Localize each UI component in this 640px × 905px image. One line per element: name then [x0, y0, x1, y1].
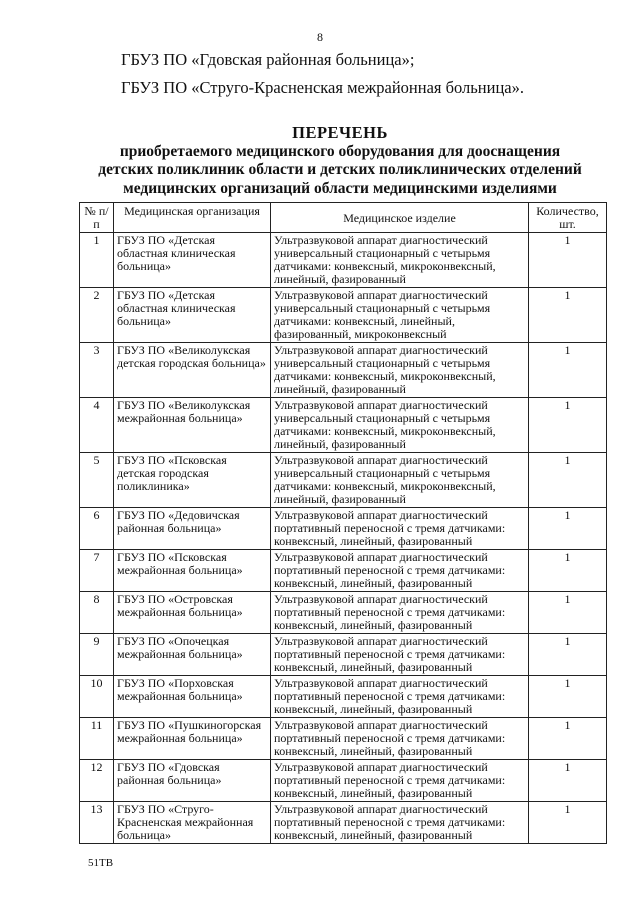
cell-num: 9 — [80, 634, 114, 676]
table-row — [80, 592, 607, 634]
cell-qty: 1 — [529, 233, 607, 288]
table-row — [80, 288, 607, 343]
cell-org: ГБУЗ ПО «Дедовичская районная больница» — [114, 508, 271, 550]
cell-qty: 1 — [529, 288, 607, 343]
title-line-2: детских поликлиник области и детских поликлинических отделений — [98, 161, 582, 178]
title-heading: ПЕРЕЧЕНЬ — [292, 123, 388, 142]
cell-org: ГБУЗ ПО «Детская областная клиническая больница» — [114, 233, 271, 288]
cell-org: ГБУЗ ПО «Порховская межрайонная больница» — [114, 676, 271, 718]
cell-org: ГБУЗ ПО «Струго-Красненская межрайонная больница» — [114, 802, 271, 844]
table-row — [80, 760, 607, 802]
cell-num: 7 — [80, 550, 114, 592]
header-item: Медицинское изделие — [271, 203, 529, 233]
cell-item: Ультразвуковой аппарат диагностический универсальный стационарный с четырьмя датчиками: конвексный, линейный, фазированный, микроконвексный — [271, 288, 529, 343]
table-row — [80, 233, 607, 288]
title-line-1: приобретаемого медицинского оборудования для дооснащения — [119, 142, 561, 160]
cell-org: ГБУЗ ПО «Островская межрайонная больница» — [114, 592, 271, 634]
header-num: № п/п — [80, 203, 114, 233]
cell-item: Ультразвуковой аппарат диагностический универсальный стационарный с четырьмя датчиками: конвексный, микроконвексный, линейный, фазированный — [271, 398, 529, 453]
cell-org: ГБУЗ ПО «Гдовская районная больница» — [114, 760, 271, 802]
cell-item: Ультразвуковой аппарат диагностический универсальный стационарный с четырьмя датчиками: конвексный, микроконвексный, линейный, фазированный — [271, 233, 529, 288]
cell-org: ГБУЗ ПО «Великолукская межрайонная больница» — [114, 398, 271, 453]
cell-item: Ультразвуковой аппарат диагностический портативный переносной с тремя датчиками: конвексный, линейный, фазированный — [271, 592, 529, 634]
cell-num: 3 — [80, 343, 114, 398]
table-row — [80, 508, 607, 550]
table-row — [80, 453, 607, 508]
cell-num: 11 — [80, 718, 114, 760]
intro-line-1: ГБУЗ ПО «Гдовская районная больница»; — [121, 50, 415, 69]
cell-item: Ультразвуковой аппарат диагностический портативный переносной с тремя датчиками: конвексный, линейный, фазированный — [271, 802, 529, 844]
cell-qty: 1 — [529, 760, 607, 802]
table-row — [80, 718, 607, 760]
cell-org: ГБУЗ ПО «Детская областная клиническая больница» — [114, 288, 271, 343]
cell-num: 2 — [80, 288, 114, 343]
cell-org: ГБУЗ ПО «Великолукская детская городская больница» — [114, 343, 271, 398]
cell-qty: 1 — [529, 508, 607, 550]
table-header-row — [80, 203, 607, 233]
cell-qty: 1 — [529, 398, 607, 453]
cell-qty: 1 — [529, 550, 607, 592]
cell-qty: 1 — [529, 592, 607, 634]
header-qty: Количество, шт. — [529, 203, 607, 233]
cell-num: 12 — [80, 760, 114, 802]
cell-item: Ультразвуковой аппарат диагностический портативный переносной с тремя датчиками: конвексный, линейный, фазированный — [271, 760, 529, 802]
intro-line-2: ГБУЗ ПО «Струго-Красненская межрайонная больница». — [121, 78, 524, 97]
cell-org: ГБУЗ ПО «Пушкиногорская межрайонная больница» — [114, 718, 271, 760]
cell-qty: 1 — [529, 453, 607, 508]
table-body — [80, 233, 607, 844]
cell-qty: 1 — [529, 343, 607, 398]
intro-text — [121, 46, 524, 102]
table-row — [80, 802, 607, 844]
cell-item: Ультразвуковой аппарат диагностический универсальный стационарный с четырьмя датчиками: конвексный, микроконвексный, линейный, фазированный — [271, 453, 529, 508]
cell-org: ГБУЗ ПО «Псковская детская городская поликлиника» — [114, 453, 271, 508]
cell-item: Ультразвуковой аппарат диагностический портативный переносной с тремя датчиками: конвексный, линейный, фазированный — [271, 508, 529, 550]
document-title — [60, 124, 620, 198]
title-line-3: медицинских организаций области медицинскими изделиями — [123, 179, 557, 197]
cell-qty: 1 — [529, 802, 607, 844]
equipment-table — [79, 202, 607, 844]
cell-qty: 1 — [529, 676, 607, 718]
footer-code: 51ТВ — [88, 857, 114, 869]
cell-num: 5 — [80, 453, 114, 508]
page-number: 8 — [317, 30, 323, 44]
table-row — [80, 550, 607, 592]
cell-qty: 1 — [529, 634, 607, 676]
cell-num: 6 — [80, 508, 114, 550]
cell-num: 10 — [80, 676, 114, 718]
cell-org: ГБУЗ ПО «Опочецкая межрайонная больница» — [114, 634, 271, 676]
cell-num: 1 — [80, 233, 114, 288]
cell-item: Ультразвуковой аппарат диагностический универсальный стационарный с четырьмя датчиками: конвексный, микроконвексный, линейный, фазированный — [271, 343, 529, 398]
table-row — [80, 398, 607, 453]
cell-num: 13 — [80, 802, 114, 844]
cell-item: Ультразвуковой аппарат диагностический портативный переносной с тремя датчиками: конвексный, линейный, фазированный — [271, 718, 529, 760]
cell-qty: 1 — [529, 718, 607, 760]
table-row — [80, 634, 607, 676]
cell-org: ГБУЗ ПО «Псковская межрайонная больница» — [114, 550, 271, 592]
table-row — [80, 676, 607, 718]
header-org: Медицинская организация — [114, 203, 271, 233]
cell-num: 4 — [80, 398, 114, 453]
cell-item: Ультразвуковой аппарат диагностический портативный переносной с тремя датчиками: конвексный, линейный, фазированный — [271, 550, 529, 592]
cell-item: Ультразвуковой аппарат диагностический портативный переносной с тремя датчиками: конвексный, линейный, фазированный — [271, 634, 529, 676]
table-row — [80, 343, 607, 398]
cell-item: Ультразвуковой аппарат диагностический портативный переносной с тремя датчиками: конвексный, линейный, фазированный — [271, 676, 529, 718]
cell-num: 8 — [80, 592, 114, 634]
